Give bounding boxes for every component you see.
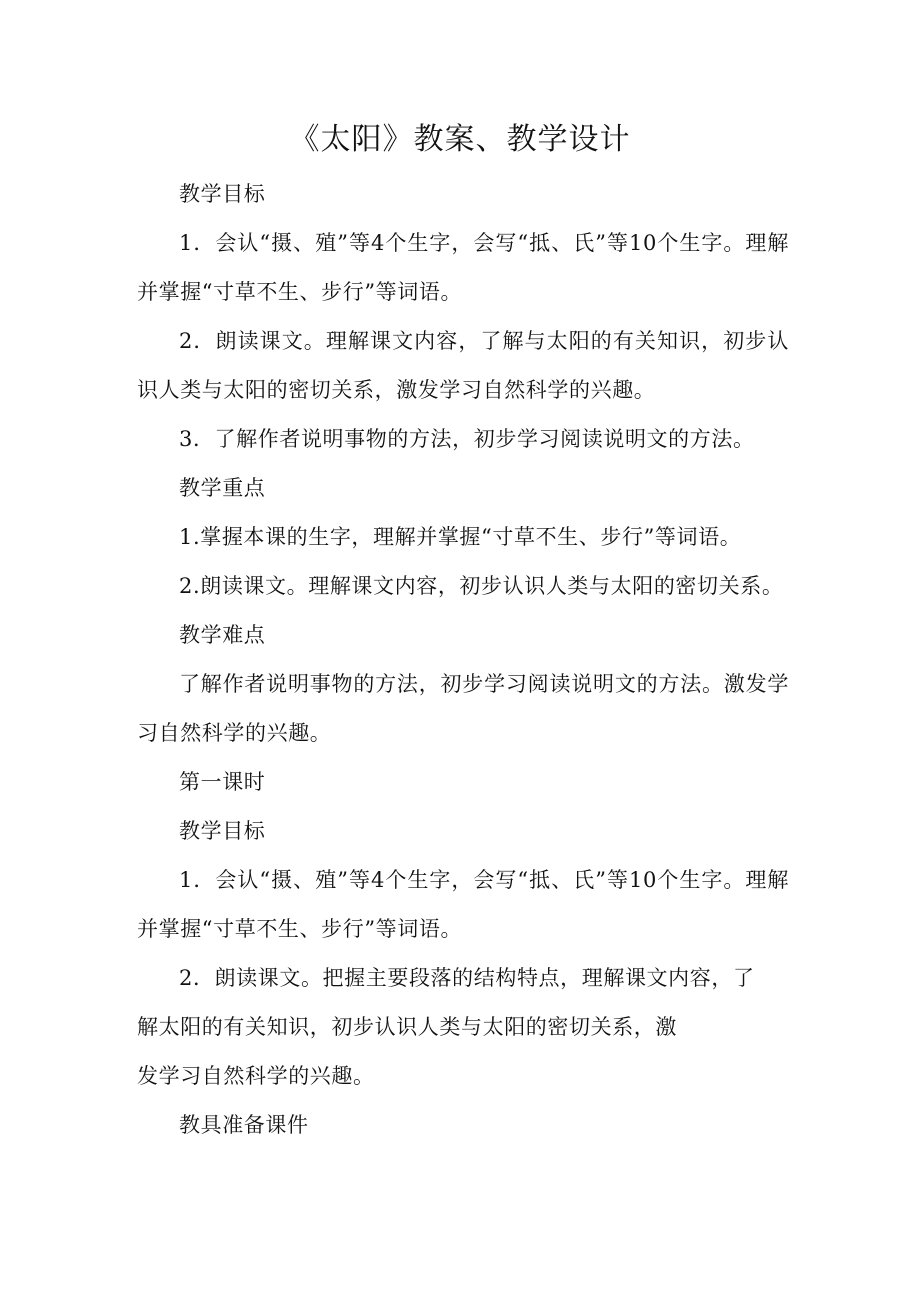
goal-item-2: 2．朗读课文。理解课文内容，了解与太阳的有关知识，初步认识人类与太阳的密切关系，激发学习自然科学的兴趣。 — [137, 329, 789, 402]
section-heading-first-lesson: 第一课时 — [179, 770, 266, 794]
key-point-item-1: 1.掌握本课的生字，理解并掌握“寸草不生、步行”等词语。 — [179, 525, 742, 549]
section-heading-key-points: 教学重点 — [179, 476, 266, 500]
goal-item-1: 1．会认“摄、殖”等4个生字，会写“抵、氏”等10个生字。理解并掌握“寸草不生、步行”等词语。 — [137, 231, 789, 304]
section-heading-lesson-goals: 教学目标 — [179, 819, 266, 843]
lesson-goal-item-2-line-2: 解太阳的有关知识，初步认识人类与太阳的密切关系，激 — [137, 1015, 677, 1039]
lesson-goal-item-2-line-3: 发学习自然科学的兴趣。 — [137, 1064, 375, 1088]
difficulty-item: 了解作者说明事物的方法，初步学习阅读说明文的方法。激发学习自然科学的兴趣。 — [137, 672, 789, 745]
section-heading-difficulties: 教学难点 — [179, 623, 266, 647]
lesson-goal-item-2-line-1: 2．朗读课文。把握主要段落的结构特点，理解课文内容，了 — [179, 966, 755, 990]
document-body — [137, 170, 789, 1150]
goal-item-3: 3．了解作者说明事物的方法，初步学习阅读说明文的方法。 — [179, 427, 755, 451]
document-title: 《太阳》教案、教学设计 — [289, 122, 631, 157]
key-point-item-2: 2.朗读课文。理解课文内容，初步认识人类与太阳的密切关系。 — [179, 574, 784, 598]
section-heading-materials: 教具准备课件 — [179, 1113, 309, 1137]
lesson-goal-item-2 — [137, 954, 789, 1101]
lesson-goal-item-1: 1．会认“摄、殖”等4个生字，会写“抵、氏”等10个生字。理解并掌握“寸草不生、步行”等词语。 — [137, 868, 789, 941]
section-heading-teaching-goals: 教学目标 — [179, 182, 266, 206]
